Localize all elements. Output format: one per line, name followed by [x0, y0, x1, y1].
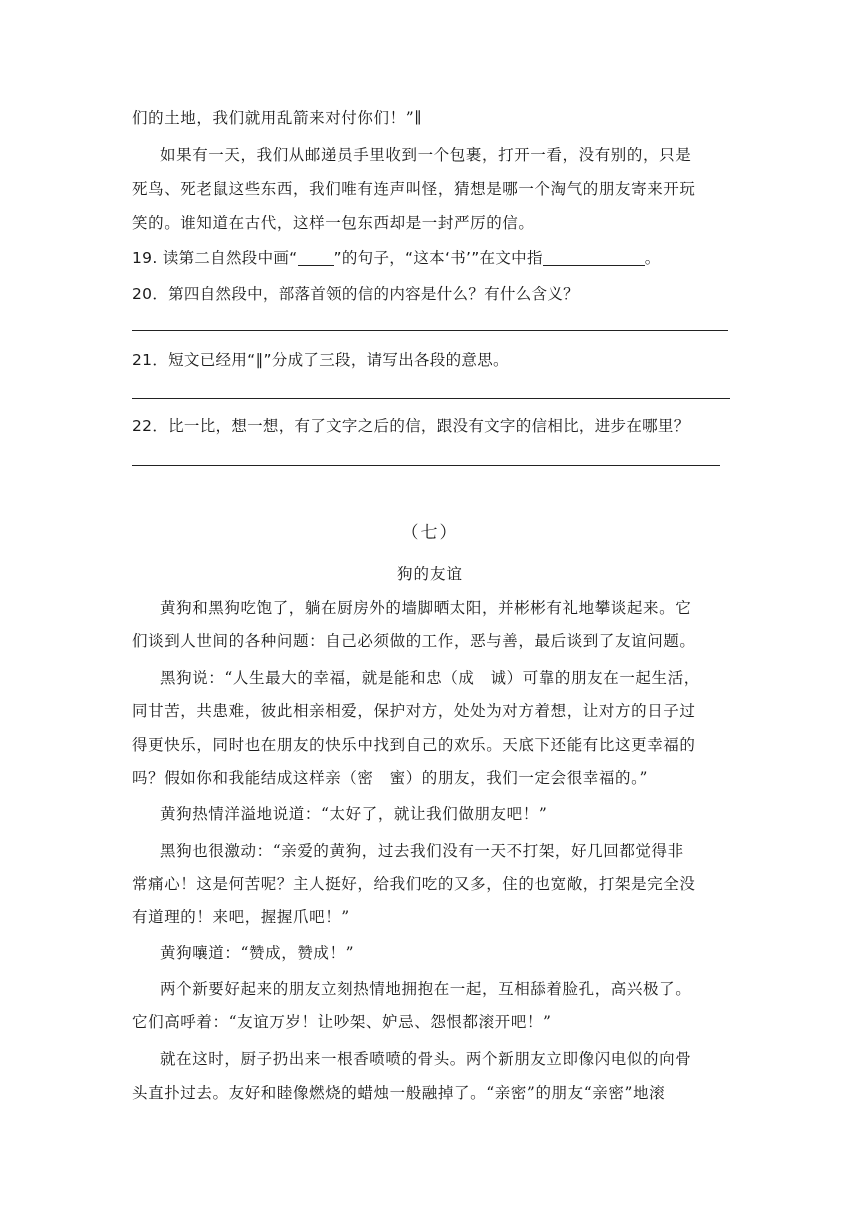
question-19-text-b: ”的句子，“这本‘书’”在文中指 — [333, 249, 543, 267]
question-19-text-a: 19. 读第二自然段中画“ — [132, 249, 298, 267]
passage-line: 们的土地，我们就用乱箭来对付你们！”∥ — [132, 109, 422, 127]
passage-line: 如果有一天，我们从邮递员手里收到一个包裹，打开一看，没有别的，只是 — [160, 146, 692, 164]
passage-line: 常痛心！这是何苦呢？主人挺好，给我们吃的又多，住的也宽敞，打架是完全没 — [132, 875, 696, 893]
answer-line-20[interactable] — [132, 330, 728, 331]
question-19 — [132, 246, 732, 270]
answer-blank-19[interactable] — [543, 249, 645, 266]
passage-line: 死鸟、死老鼠这些东西，我们唯有连声叫怪，猜想是哪一个淘气的朋友寄来开玩 — [132, 180, 696, 198]
passage-line: 们谈到人世间的各种问题：自己必须做的工作，恶与善，最后谈到了友谊问题。 — [132, 632, 696, 650]
passage-line: 黑狗也很激动：“亲爱的黄狗，过去我们没有一天不打架，好几回都觉得非 — [160, 842, 684, 860]
underline-mark-blank — [298, 249, 334, 266]
question-21: 21．短文已经用“∥”分成了三段，请写出各段的意思。 — [132, 351, 509, 369]
passage-line: 黑狗说：“人生最大的幸福，就是能和忠（成 诚）可靠的朋友在一起生活， — [160, 669, 700, 687]
passage-line: 笑的。谁知道在古代，这样一包东西却是一封严厉的信。 — [132, 214, 535, 232]
passage-line: 得更快乐，同时也在朋友的快乐中找到自己的欢乐。天底下还能有比这更幸福的 — [132, 736, 696, 754]
passage-line: 头直扑过去。友好和睦像燃烧的蜡烛一般融掉了。“亲密”的朋友“亲密”地滚 — [132, 1084, 666, 1102]
answer-line-22[interactable] — [132, 465, 720, 466]
passage-line: 同甘苦，共患难，彼此相亲相爱，保护对方，处处为对方着想，让对方的日子过 — [132, 702, 696, 720]
passage-line: 黄狗嚷道：“赞成，赞成！” — [160, 944, 355, 962]
question-20: 20．第四自然段中，部落首领的信的内容是什么？有什么含义？ — [132, 285, 579, 303]
passage-title: 狗的友谊 — [396, 565, 463, 583]
answer-line-21[interactable] — [132, 398, 730, 399]
question-22: 22．比一比，想一想，有了文字之后的信，跟没有文字的信相比，进步在哪里？ — [132, 417, 690, 435]
passage-line: 黄狗热情洋溢地说道：“太好了，就让我们做朋友吧！” — [160, 805, 548, 823]
question-19-text-c: 。 — [644, 249, 661, 267]
passage-line: 黄狗和黑狗吃饱了，躺在厨房外的墙脚晒太阳，并彬彬有礼地攀谈起来。它 — [160, 599, 692, 617]
passage-line: 就在这时，厨子扔出来一根香喷喷的骨头。两个新朋友立即像闪电似的向骨 — [160, 1050, 692, 1068]
passage-line: 有道理的！来吧，握握爪吧！” — [132, 908, 350, 926]
section-number: （七） — [401, 523, 459, 543]
passage-line: 它们高呼着：“友谊万岁！让吵架、妒忌、怨恨都滚开吧！” — [132, 1013, 552, 1031]
passage-line: 两个新要好起来的朋友立刻热情地拥抱在一起，互相舔着脸孔，高兴极了。 — [160, 980, 692, 998]
passage-line: 吗？假如你和我能结成这样亲（密 蜜）的朋友，我们一定会很幸福的。” — [132, 769, 648, 787]
